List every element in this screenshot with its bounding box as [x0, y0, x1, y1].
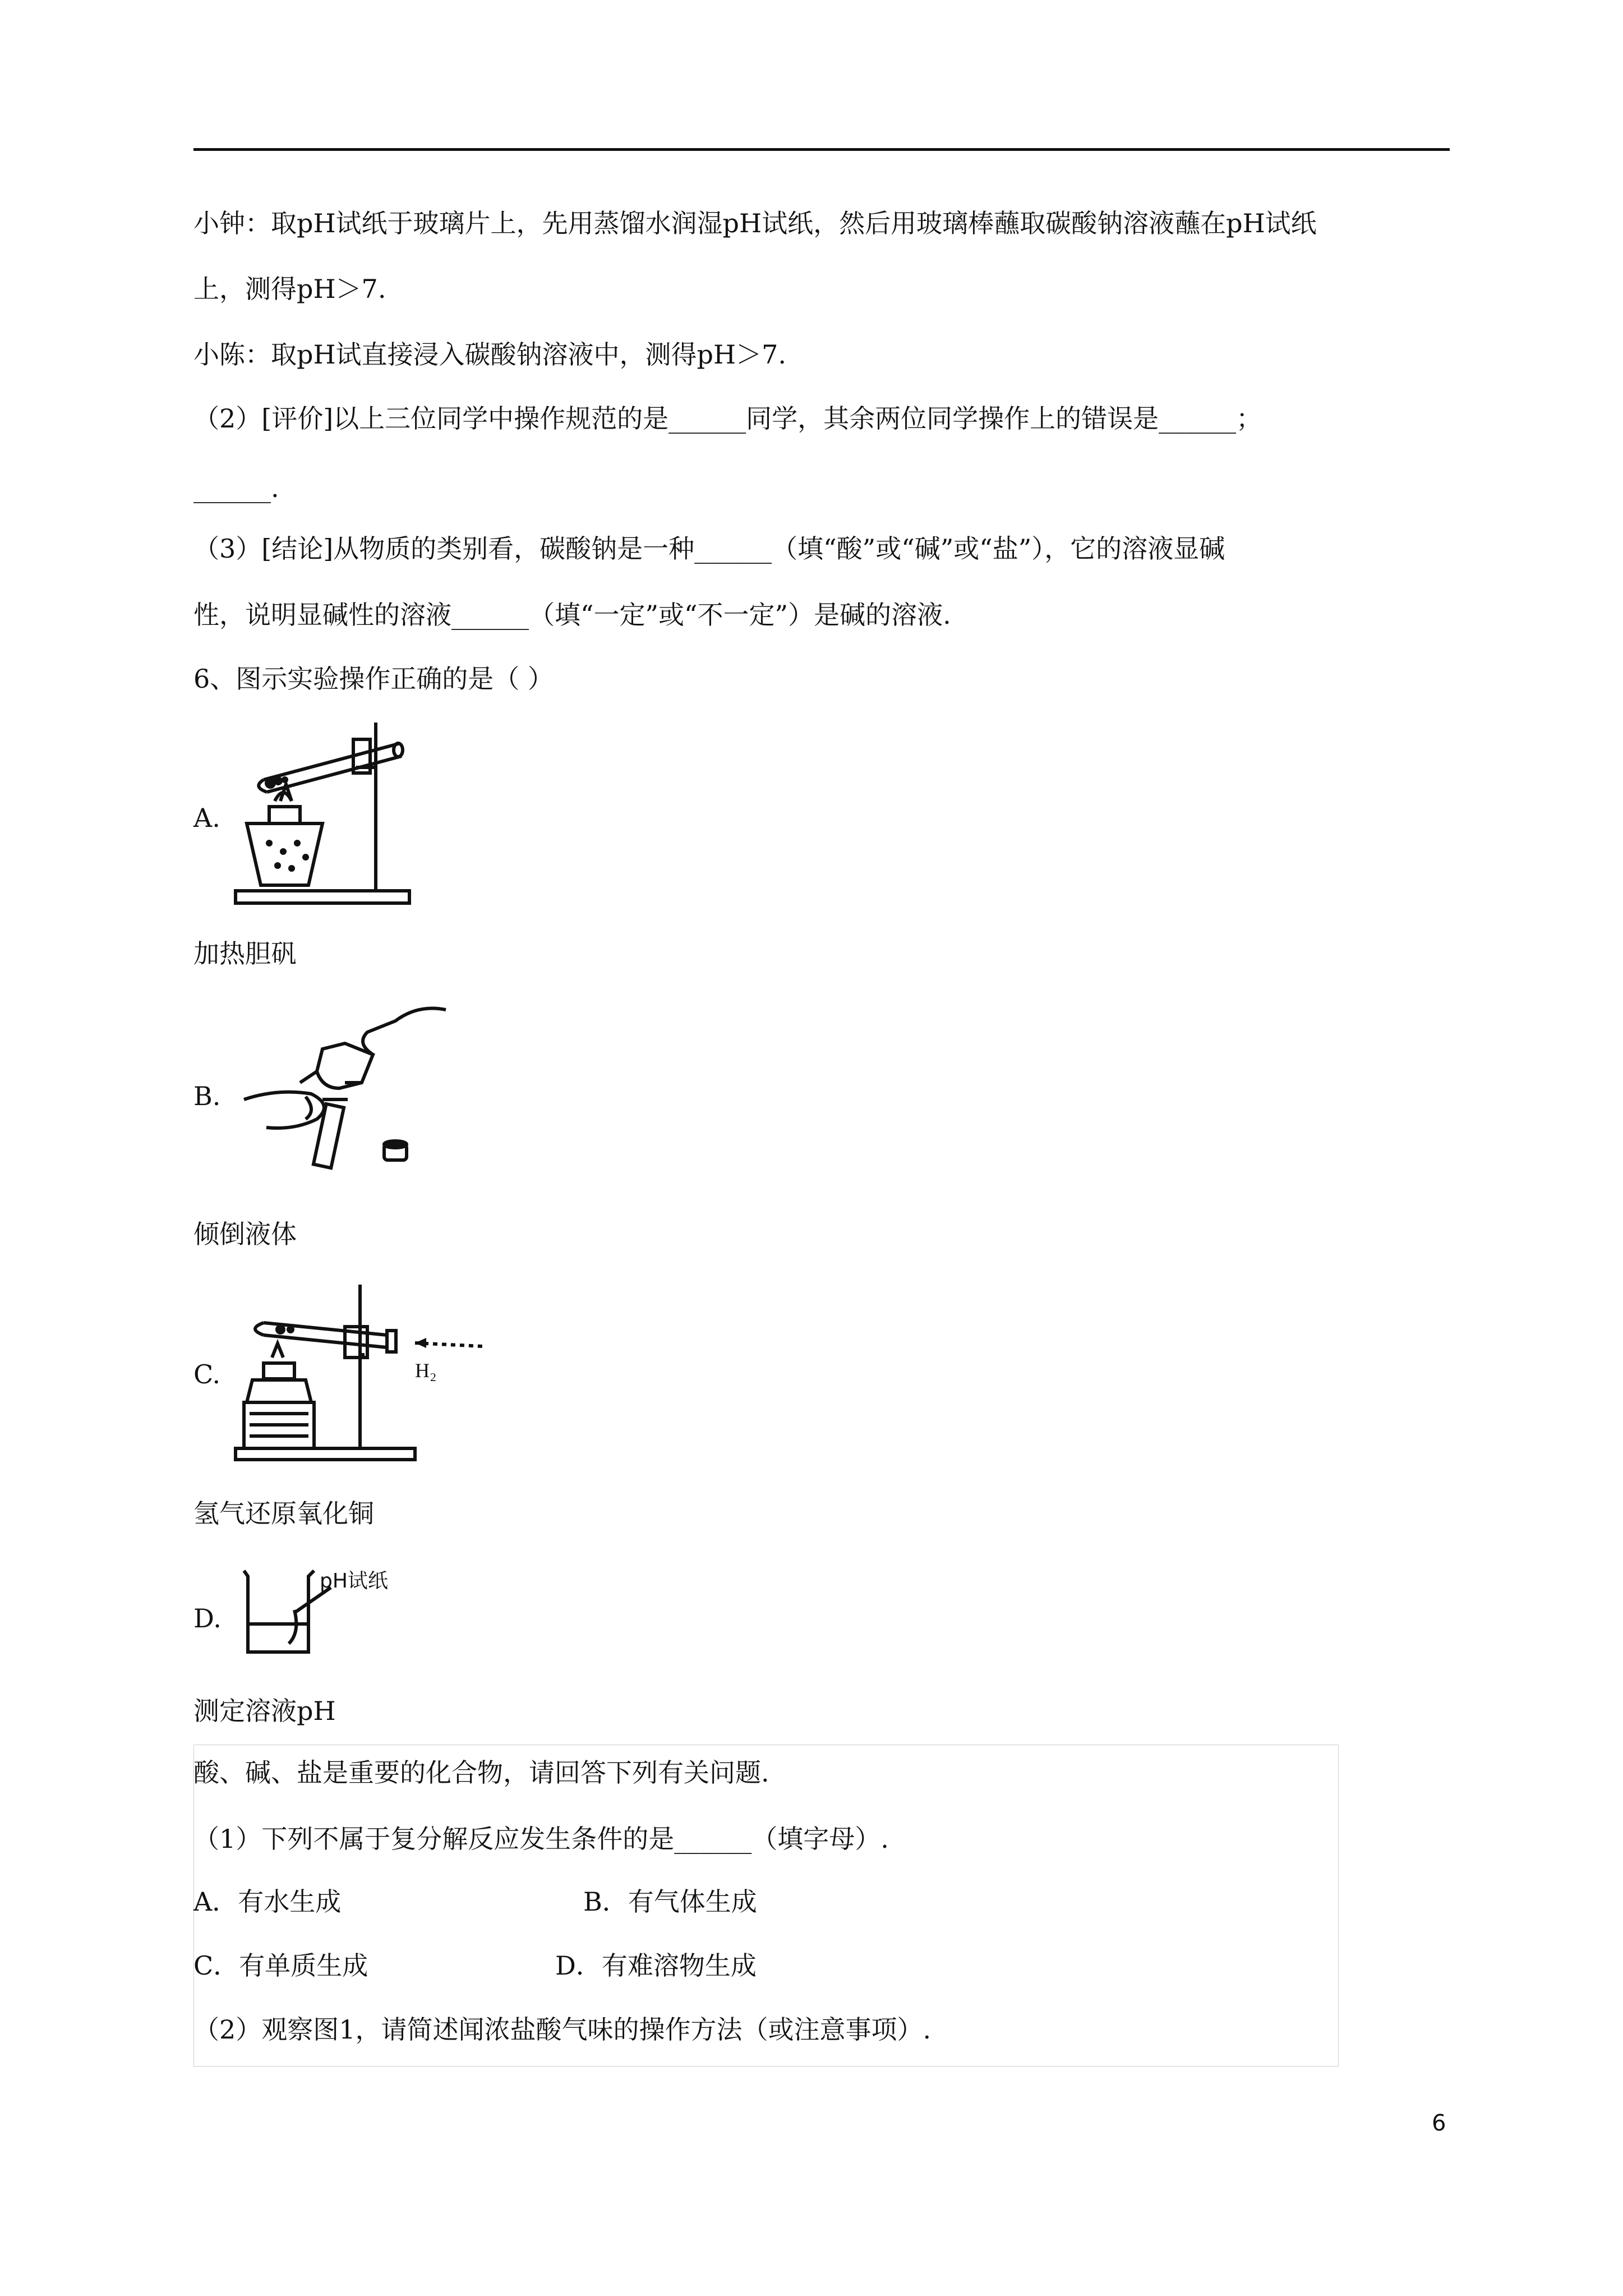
option-d-caption: 测定溶液pH	[193, 1696, 336, 1726]
text-line-xiaochen: 小陈：取pH试直接浸入碳酸钠溶液中，测得pH＞7.	[193, 339, 787, 370]
option-c-label: C.	[193, 1359, 221, 1389]
text-line-evaluation-cont: ______.	[193, 473, 279, 503]
option-c-caption: 氢气还原氧化铜	[193, 1498, 374, 1529]
text-line-xiaozhong-cont: 上，测得pH＞7.	[193, 274, 386, 304]
header-rule	[193, 148, 1450, 151]
option-a-label: A.	[193, 803, 220, 833]
box-option-c: C．有单质生成	[193, 1950, 368, 1981]
box-intro: 酸、碱、盐是重要的化合物，请回答下列有关问题.	[193, 1757, 769, 1788]
ph-paper-test-figure	[236, 1559, 426, 1660]
text-line-conclusion: （3）[结论]从物质的类别看，碳酸钠是一种______（填“酸”或“碱”或“盐”），它的溶液显碱	[193, 533, 1225, 564]
box-question-2: （2）观察图1，请简述闻浓盐酸气味的操作方法（或注意事项）.	[193, 2014, 932, 2045]
text-line-xiaozhong: 小钟：取pH试纸于玻璃片上，先用蒸馏水润湿pH试纸，然后用玻璃棒蘸取碳酸钠溶液蘸在pH试纸	[193, 208, 1317, 238]
text-line-conclusion-cont: 性，说明显碱性的溶液______（填“一定”或“不一定”）是碱的溶液.	[193, 600, 951, 630]
option-a-caption: 加热胆矾	[193, 938, 297, 969]
option-d-label: D.	[193, 1603, 222, 1634]
question-6-title: 6、图示实验操作正确的是（ ）	[193, 664, 554, 694]
hydrogen-reducing-copper-oxide-figure	[230, 1273, 499, 1475]
hydrogen-label: H₂	[415, 1359, 437, 1382]
box-question-1: （1）下列不属于复分解反应发生条件的是______（填字母）.	[193, 1824, 889, 1854]
option-b-label: B.	[193, 1081, 221, 1111]
heating-blue-vitriol-figure	[230, 717, 421, 913]
box-option-d: D．有难溶物生成	[555, 1950, 757, 1981]
box-option-a: A．有水生成	[193, 1887, 342, 1917]
box-option-b: B．有气体生成	[583, 1887, 757, 1917]
option-b-caption: 倾倒液体	[193, 1219, 297, 1249]
page-number: 6	[1432, 2110, 1446, 2136]
text-line-evaluation: （2）[评价]以上三位同学中操作规范的是______同学，其余两位同学操作上的错误是______；	[193, 403, 1262, 434]
pouring-liquid-figure	[233, 999, 457, 1178]
ph-paper-label: pH试纸	[320, 1570, 388, 1593]
